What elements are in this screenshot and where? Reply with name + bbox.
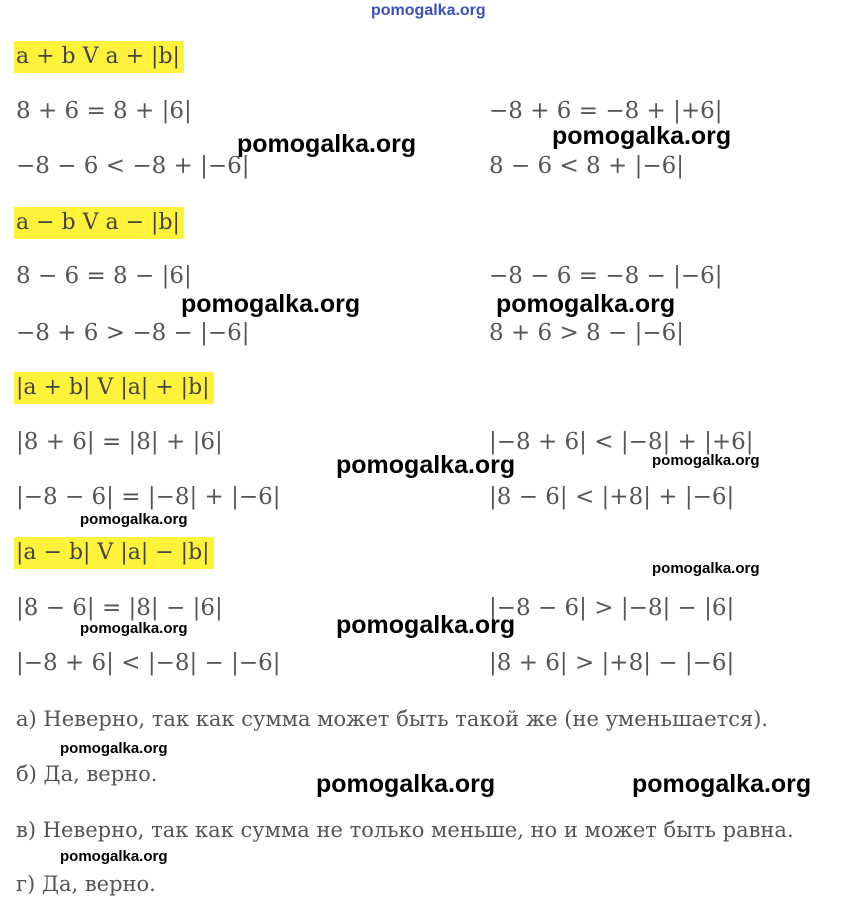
section-4-right-line-1: |−8 − 6| > |−8| − |6|	[489, 595, 735, 621]
section-2-title: a − b V a − |b|	[14, 207, 184, 239]
section-2-left-line-2: −8 + 6 > −8 − |−6|	[16, 320, 250, 346]
section-3-right-line-1: |−8 + 6| < |−8| + |+6|	[489, 429, 754, 455]
section-1-left-line-2: −8 − 6 < −8 + |−6|	[16, 153, 250, 179]
section-4-right-line-2: |8 + 6| > |+8| − |−6|	[489, 650, 735, 676]
section-3-right-line-2: |8 − 6| < |+8| + |−6|	[489, 484, 735, 510]
watermark: pomogalka.org	[552, 122, 732, 150]
section-4-title: |a − b| V |a| − |b|	[14, 537, 214, 569]
section-3-left-line-1: |8 + 6| = |8| + |6|	[16, 429, 223, 455]
watermark: pomogalka.org	[652, 560, 760, 577]
section-1-right-line-2: 8 − 6 < 8 + |−6|	[489, 153, 684, 179]
answer-a: а) Неверно, так как сумма может быть такой же (не уменьшается).	[16, 707, 769, 731]
watermark: pomogalka.org	[80, 620, 188, 637]
section-4-left-line-1: |8 − 6| = |8| − |6|	[16, 595, 223, 621]
section-2-right-line-2: 8 + 6 > 8 − |−6|	[489, 320, 684, 346]
watermark: pomogalka.org	[496, 290, 676, 318]
watermark: pomogalka.org	[60, 848, 168, 865]
section-1-title: a + b V a + |b|	[14, 41, 184, 73]
watermark: pomogalka.org	[316, 770, 496, 798]
watermark: pomogalka.org	[60, 740, 168, 757]
answer-c: в) Неверно, так как сумма не только меньше, но и может быть равна.	[16, 818, 794, 842]
section-2-left-line-1: 8 − 6 = 8 − |6|	[16, 263, 192, 289]
watermark: pomogalka.org	[237, 130, 417, 158]
section-3-left-line-2: |−8 − 6| = |−8| + |−6|	[16, 484, 281, 510]
watermark: pomogalka.org	[652, 452, 760, 469]
section-2-right-line-1: −8 − 6 = −8 − |−6|	[489, 263, 723, 289]
section-1-right-line-1: −8 + 6 = −8 + |+6|	[489, 98, 723, 124]
section-3-title: |a + b| V |a| + |b|	[14, 372, 214, 404]
section-4-left-line-2: |−8 + 6| < |−8| − |−6|	[16, 650, 281, 676]
answer-d: г) Да, верно.	[16, 872, 156, 896]
watermark: pomogalka.org	[336, 611, 516, 639]
watermark: pomogalka.org	[632, 770, 812, 798]
answer-b: б) Да, верно.	[16, 762, 158, 786]
watermark: pomogalka.org	[336, 451, 516, 479]
header-link[interactable]: pomogalka.org	[371, 2, 486, 19]
section-1-left-line-1: 8 + 6 = 8 + |6|	[16, 98, 192, 124]
watermark: pomogalka.org	[80, 511, 188, 528]
watermark: pomogalka.org	[181, 290, 361, 318]
